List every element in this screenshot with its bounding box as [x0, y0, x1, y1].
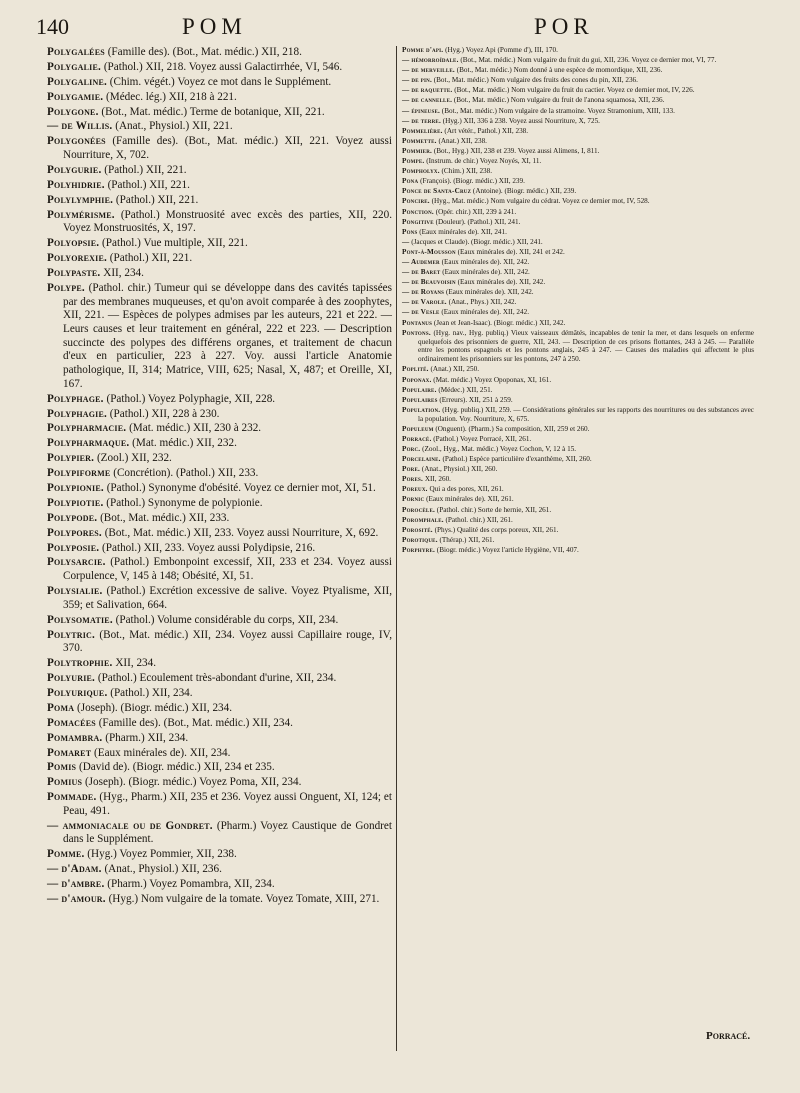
index-entry [402, 167, 754, 176]
entry-headword: Polypier. [47, 452, 95, 465]
index-entry [402, 147, 754, 156]
entry-headword: Poma [47, 701, 75, 714]
entry-reference: (Famille des). (Bot., Mat. médic.) XII, 218. [104, 46, 302, 58]
entry-reference: (Eaux minérales de). XII, 242. [439, 308, 529, 317]
entry-headword: — de terre. [402, 116, 441, 125]
entry-headword: Polysomatie. [47, 613, 113, 626]
index-entry [47, 194, 392, 208]
entry-headword: Populaires [402, 395, 438, 404]
entry-reference: (Hyg.) Voyez Api (Pomme d'), III, 170. [443, 46, 558, 54]
entry-reference: (Pathol.) XII, 221. [101, 163, 187, 176]
entry-reference: (Pathol.) Espèce particulière d'exanthème, XII, 260. [440, 455, 592, 464]
entry-headword: Poplité. [402, 365, 429, 374]
entry-reference: (Onguent). (Pharm.) Sa composition, XII, 259 et 260. [433, 424, 590, 433]
entry-headword: Poromphale. [402, 515, 444, 524]
entry-reference: (Eaux minérales de). XII, 242. [444, 288, 534, 297]
entry-reference: (Eaux minérales de). XII, 242. [440, 268, 530, 277]
entry-headword: Polysialie. [47, 585, 103, 598]
entry-reference: (Bot., Mat. médic.) Nom vulgaire du fruit du cactier. Voyez ce dernier mot, IV, 226. [452, 86, 695, 95]
index-entry [47, 878, 392, 892]
entry-reference: (Famille des). (Bot., Mat. médic.) XII, 234. [95, 716, 293, 729]
entry-reference: (Bot., Mat. médic.) Nom vulgaire du fruit de l'anona squamosa, XII, 236. [452, 96, 665, 105]
entry-reference: (Pathol. chir.) XII, 261. [443, 515, 513, 524]
entry-headword: Pompholyx. [402, 167, 440, 176]
entry-headword: Polypionie. [47, 482, 104, 495]
index-entry [47, 106, 392, 120]
entry-headword: Polysarcie. [47, 556, 106, 569]
entry-reference: (Bot., Mat. médic.) Nom vulgaire du fruit du gui, XII, 236. Voyez ce dernier mot, VI, 77. [458, 56, 717, 65]
index-entry [47, 252, 392, 266]
entry-reference: (Art vétér., Pathol.) XII, 238. [442, 126, 529, 135]
entry-reference: (Pharm.) XII, 234. [102, 731, 189, 744]
entry-reference: (Concrétion). (Pathol.) XII, 233. [110, 467, 259, 480]
entry-reference: (Hyg.) Voyez Pommier, XII, 238. [84, 848, 237, 861]
index-entry [402, 396, 754, 405]
entry-headword: Pommade. [47, 791, 97, 804]
entry-reference: (Pathol.) XII, 221. [104, 178, 190, 191]
entry-reference: (Pharm.) Voyez Pomambra, XII, 234. [104, 878, 275, 891]
entry-reference: (Bot., Mat. médic.) XII, 233. [97, 511, 230, 524]
entry-reference: (Bot., Mat. médic.) Nom donné à une espèce de momordique, XII, 236. [454, 66, 663, 75]
entry-headword: Pornic [402, 495, 425, 504]
index-entry [402, 465, 754, 474]
index-entry [47, 614, 392, 628]
entry-reference: (Médec.) XII, 251. [436, 385, 493, 394]
entry-reference: (Pathol.) Voyez Porracé, XII, 261. [431, 434, 532, 443]
entry-reference: (Chim.) XII, 238. [439, 167, 493, 176]
entry-headword: Polyhidrie. [47, 178, 105, 191]
entry-headword: — de Willis. [47, 120, 113, 133]
entry-reference: (Médec. lég.) XII, 218 à 221. [103, 90, 237, 103]
entry-reference: (Anat., Phys.) XII, 242. [446, 298, 517, 307]
entry-reference: (Mat. médic.) XII, 232. [129, 437, 237, 450]
entry-reference: (Eaux minérales de). XII, 241 et 242. [455, 247, 565, 256]
index-entry [402, 208, 754, 217]
index-entry [402, 46, 754, 55]
index-entry [402, 197, 754, 206]
index-entry [402, 329, 754, 365]
index-entry [402, 137, 754, 146]
entry-headword: Pomme. [47, 848, 85, 861]
entry-reference: (Pathol.) Voyez Polyphagie, XII, 228. [103, 392, 276, 405]
entry-headword: — de Royans [402, 288, 445, 297]
index-entry [402, 56, 754, 65]
entry-headword: Polygamie. [47, 90, 104, 103]
entry-headword: Pontons. [402, 328, 431, 337]
entry-headword: Ponce de Santa-Cruz [402, 187, 472, 196]
left-column [47, 46, 392, 908]
entry-reference: (Erreurs). XII, 251 à 259. [437, 395, 513, 404]
entry-headword: — hémorroïdale. [402, 56, 459, 65]
entry-headword: Poncire. [402, 197, 430, 206]
entry-headword: Poponax. [402, 375, 432, 384]
index-entry [47, 135, 392, 162]
entry-headword: Pontanus [402, 318, 433, 327]
index-entry [402, 177, 754, 186]
index-entry [47, 527, 392, 541]
entry-headword: — épineuse. [402, 106, 440, 115]
entry-reference: (Pathol.) Synonyme d'obésité. Voyez ce dernier mot, XI, 51. [103, 482, 376, 495]
index-entry [47, 761, 392, 775]
entry-headword: — de raquette. [402, 86, 453, 95]
index-entry [47, 61, 392, 75]
entry-reference: (Eaux minérales de). XII, 242. [455, 278, 546, 287]
catchword: Porracé. [706, 1030, 751, 1042]
entry-headword: — de Baret [402, 268, 441, 277]
index-entry [47, 672, 392, 686]
entry-headword: Pongitive [402, 217, 434, 226]
index-entry [47, 237, 392, 251]
entry-reference: (Zool., Hyg., Mat. médic.) Voyez Cochon, V, 12 à 15. [420, 445, 577, 453]
index-entry [47, 702, 392, 716]
entry-reference: (Pathol.) Ecoulement très-abondant d'urine, XII, 234. [95, 672, 337, 685]
index-entry [402, 127, 754, 136]
index-entry [402, 248, 754, 257]
entry-headword: Polygone. [47, 105, 99, 118]
index-entry [402, 376, 754, 385]
index-entry [47, 408, 392, 422]
entry-reference: (Hyg., Mat. médic.) Nom vulgaire du cédrat. Voyez ce dernier mot, IV, 528. [429, 197, 650, 206]
index-entry [47, 482, 392, 496]
entry-reference: (Pathol.) XII, 233. Voyez aussi Polydipsie, 216. [99, 541, 316, 554]
entry-reference: (Pathol.) XII, 228 à 230. [107, 407, 220, 420]
index-entry [47, 776, 392, 790]
entry-headword: Porracé. [402, 434, 432, 443]
index-entry [402, 298, 754, 307]
entry-reference: (Biogr. médic.) Voyez l'article Hygiène, VII, 407. [435, 545, 579, 554]
entry-reference: (Hyg. nav., Hyg. publiq.) Vieux vaisseaux démâtés, incapables de tenir la mer, et dans lesquels on enferme quelquefois des prisonniers de guerre, XII, 243. — Description de ces prisons flottantes, 243 à 245. — Parallèle entre les pontons espagnols et les pontons anglais, 245 à 247. — Causes des maladies qui affectent le plus ordinairement les prisonniers sur les pontons, 247 à 250. [418, 328, 754, 364]
right-running-title: POR [534, 14, 594, 39]
entry-headword: Polygurie. [47, 163, 102, 176]
entry-headword: — de pin. [402, 76, 432, 85]
entry-reference: (Famille des). (Bot., Mat. médic.) XII, 221. Voyez aussi Nourriture, X, 702. [63, 135, 392, 162]
entry-reference: (Joseph). (Biogr. médic.) XII, 234. [74, 701, 233, 714]
index-entry [47, 120, 392, 134]
entry-reference: XII, 260. [423, 475, 451, 484]
entry-reference: (Pharm.) Voyez Caustique de Gondret dans le Supplément. [63, 819, 392, 846]
index-entry [402, 475, 754, 484]
entry-reference: (Anat.) XII, 238. [436, 136, 487, 145]
index-entry [402, 386, 754, 395]
entry-reference: (Joseph). (Biogr. médic.) Voyez Poma, XII, 234. [82, 776, 302, 789]
entry-headword: Pomaret [47, 746, 92, 759]
entry-reference: (Bot., Mat. médic.) Terme de botanique, XII, 221. [98, 105, 325, 118]
entry-headword: Pompe. [402, 157, 425, 166]
entry-headword: Polygalées [47, 46, 105, 58]
entry-headword: Polyorexie. [47, 252, 107, 265]
index-entry [402, 157, 754, 166]
index-entry [402, 526, 754, 535]
index-entry [47, 848, 392, 862]
entry-headword: Population. [402, 405, 441, 414]
entry-reference: XII, 234. [112, 657, 157, 670]
entry-reference: (Pathol.) Excrétion excessive de salive. Voyez Ptyalisme, XII, 359; et Salivation, 664. [63, 585, 392, 611]
entry-headword: Polyphagie. [47, 407, 107, 420]
entry-headword: — d'amour. [47, 893, 106, 906]
index-entry [47, 282, 392, 392]
index-entry [402, 258, 754, 267]
index-entry [402, 445, 754, 454]
entry-headword: Polytrophie. [47, 657, 113, 670]
entry-reference: (Thérap.) XII, 261. [437, 535, 495, 544]
entry-reference: (Hyg. publiq.) XII, 259. — Considérations générales sur les rapports des nourritures ou des substances avec la population. Voy. Nourriture, X, 675. [418, 405, 754, 423]
index-entry [47, 164, 392, 178]
index-entry [47, 687, 392, 701]
entry-reference: (Pathol.) Vue multiple, XII, 221. [99, 237, 248, 250]
index-entry [402, 218, 754, 227]
entry-reference: (Jacques et Claude). (Biogr. médic.) XII, 241. [409, 237, 543, 246]
entry-reference: (Pathol.) XII, 221. [113, 193, 199, 206]
entry-headword: Polypores. [47, 526, 102, 539]
index-entry [402, 278, 754, 287]
entry-headword: — de Varole. [402, 298, 447, 307]
index-entry [47, 556, 392, 583]
index-entry [47, 542, 392, 556]
index-entry [47, 512, 392, 526]
entry-reference: (Bot., Mat. médic.) Nom vulgaire des fruits des cones du pin, XII, 236. [431, 76, 638, 85]
entry-headword: Polyurique. [47, 686, 108, 699]
right-column [402, 46, 754, 556]
entry-headword: Pomius [47, 776, 83, 789]
entry-headword: — Audemer [402, 257, 440, 266]
entry-headword: — de Vesle [402, 308, 440, 317]
index-entry [47, 747, 392, 761]
index-entry [402, 319, 754, 328]
entry-headword: Populeum [402, 424, 434, 433]
index-entry [47, 732, 392, 746]
index-entry [402, 455, 754, 464]
index-entry [47, 452, 392, 466]
entry-reference: (Hyg., Pharm.) XII, 235 et 236. Voyez aussi Onguent, XI, 124; et Peau, 491. [63, 791, 392, 817]
index-entry [402, 506, 754, 515]
index-entry [47, 863, 392, 877]
entry-headword: Polyopsie. [47, 237, 100, 250]
index-entry [47, 91, 392, 105]
entry-headword: Pommier. [402, 146, 433, 155]
entry-headword: Polygaline. [47, 75, 107, 88]
entry-reference: (Pathol.) XII, 234. [107, 686, 193, 699]
entry-headword: — d'ambre. [47, 878, 105, 891]
index-entry [402, 66, 754, 75]
entry-reference: (Antoine). (Biogr. médic.) XII, 239. [471, 187, 577, 196]
entry-reference: (Chim. végét.) Voyez ce mot dans le Supplément. [107, 75, 332, 88]
index-entry [402, 268, 754, 277]
entry-reference: (Douleur). (Pathol.) XII, 241. [433, 217, 521, 226]
entry-reference: (Pathol. chir.) Tumeur qui se développe dans des cavités tapissées par des membranes muqueuses, et qu'on avoit comparée à des zoophytes, XII, 221. — Espèces de polypes admises par les auteurs, 221 et 222. — Leurs causes et leur traitement en général, 222 et 223. — Description succincte des polypes des différens organes, et traitement de chacun d'eux en particulier, 223 à 227. Voy. aussi l'article Anatomie pathologique, II, 314; Matrice, VIII, 625; Nasal, X, 487; et Oreille, XI, 167. [63, 281, 392, 390]
entry-reference: (Bot., Hyg.) XII, 238 et 239. Voyez aussi Alimens, I, 811. [432, 146, 600, 155]
index-entry [47, 76, 392, 90]
index-entry [402, 495, 754, 504]
entry-reference: (Phys.) Qualité des corps poreux, XII, 261. [432, 525, 559, 534]
index-entry [47, 497, 392, 511]
entry-reference: (Pathol.) Volume considérable du corps, XII, 234. [112, 613, 339, 626]
entry-headword: Pore. [402, 465, 421, 474]
entry-reference: (Zool.) XII, 232. [94, 452, 172, 465]
index-entry [47, 717, 392, 731]
entry-headword: — ammoniacale ou de Gondret. [47, 819, 213, 832]
entry-reference: XII, 234. [100, 266, 144, 279]
entry-reference: (Mat. médic.) Voyez Opoponax, XI, 161. [431, 375, 552, 384]
entry-reference: (Anat., Physiol.) XII, 260. [420, 465, 498, 474]
entry-headword: Ponction. [402, 207, 434, 216]
entry-headword: Porphyre. [402, 545, 435, 554]
index-entry [402, 228, 754, 237]
index-entry [47, 893, 392, 907]
entry-headword: Polyurie. [47, 672, 96, 685]
entry-headword: Pomambra. [47, 731, 103, 744]
entry-headword: Populaire. [402, 385, 437, 394]
index-entry [47, 209, 392, 236]
index-entry [402, 96, 754, 105]
index-entry [402, 546, 754, 555]
entry-reference: (Pathol. chir.) Sorte de hernie, XII, 261. [435, 505, 552, 514]
index-entry [402, 406, 754, 424]
entry-reference: (Bot., Mat. médic.) XII, 233. Voyez aussi Nourriture, X, 692. [101, 526, 379, 539]
index-entry [402, 485, 754, 494]
entry-headword: — d'Adam. [47, 863, 102, 876]
entry-reference: (Anat., Physiol.) XII, 236. [101, 863, 222, 876]
entry-headword: Porc. [402, 445, 421, 453]
entry-reference: (Pathol.) Embonpoint excessif, XII, 233 et 234. Voyez aussi Corpulence, V, 145 à 148; Obésité, XI, 51. [63, 556, 392, 583]
entry-reference: (Eaux minérales de). XII, 241. [417, 227, 507, 236]
entry-headword: — de merveille. [402, 66, 455, 75]
entry-headword: Pommette. [402, 136, 437, 145]
left-running-title: POM [182, 14, 247, 39]
entry-headword: Polygalie. [47, 60, 102, 73]
index-entry [47, 585, 392, 612]
entry-headword: Polyposie. [47, 541, 100, 554]
index-entry [402, 238, 754, 247]
entry-reference: (Pathol.) XII, 221. [107, 252, 193, 265]
entry-headword: Polype. [47, 281, 85, 294]
entry-headword: Poreux. [402, 485, 428, 494]
entry-reference: (Pathol.) Monstruosité avec excès des parties, XII, 220. Voyez Monstruosités, X, 197. [63, 208, 392, 235]
index-entry [47, 437, 392, 451]
entry-headword: Porcelaine. [402, 455, 441, 464]
index-entry [402, 536, 754, 545]
entry-reference: (François). (Biogr. médic.) XII, 239. [418, 177, 525, 186]
index-entry [402, 425, 754, 434]
page-header [0, 14, 800, 44]
entry-reference: Qui a des pores, XII, 261. [427, 485, 504, 494]
index-entry [402, 107, 754, 116]
entry-reference: (Hyg.) XII, 336 à 238. Voyez aussi Nourriture, X, 725. [440, 116, 600, 125]
entry-headword: Polypaste. [47, 266, 101, 279]
index-entry [402, 117, 754, 126]
page-number: 140 [36, 14, 69, 39]
entry-headword: Polypharmaque. [47, 437, 130, 450]
entry-headword: Polyphage. [47, 392, 104, 405]
index-entry [402, 308, 754, 317]
entry-headword: Pons [402, 227, 418, 236]
index-entry [402, 365, 754, 374]
index-entry [47, 46, 392, 60]
entry-headword: Porocèle. [402, 505, 435, 514]
entry-reference: (Instrum. de chir.) Voyez Noyés, XI, 11. [424, 157, 542, 166]
entry-headword: Polypode. [47, 511, 98, 524]
entry-headword: Polytric. [47, 628, 96, 641]
entry-headword: Polygonées [47, 135, 106, 148]
index-entry [47, 267, 392, 281]
entry-reference: (Mat. médic.) XII, 230 à 232. [126, 422, 262, 435]
entry-reference: (Pathol.) Synonyme de polypionie. [103, 496, 263, 509]
index-entry [402, 435, 754, 444]
entry-reference: (Jean et Jean-Isaac). (Biogr. médic.) XII, 242. [432, 318, 566, 327]
index-entry [47, 467, 392, 481]
index-entry [47, 422, 392, 436]
entry-headword: Pomme d'api. [402, 46, 444, 54]
index-entry [402, 187, 754, 196]
entry-headword: Pont-à-Mousson [402, 247, 456, 256]
entry-headword: Pores. [402, 475, 424, 484]
index-entry [47, 791, 392, 818]
index-entry [402, 516, 754, 525]
entry-headword: Pona [402, 177, 419, 186]
entry-headword: Porotique. [402, 535, 438, 544]
entry-reference: (Eaux minérales de). XII, 261. [424, 495, 514, 504]
index-entry [47, 179, 392, 193]
entry-headword: Polypiotie. [47, 496, 104, 509]
entry-headword: Polylymphie. [47, 193, 114, 206]
column-divider [396, 46, 397, 1051]
entry-reference: (Bot., Mat. médic.) Nom vulgaire de la stramoine. Voyez Stramonium, XIII, 133. [440, 106, 675, 115]
entry-headword: Polymérisme. [47, 208, 115, 221]
entry-reference: (Eaux minérales de). XII, 234. [91, 746, 231, 759]
index-entry [402, 86, 754, 95]
entry-reference: (David de). (Biogr. médic.) XII, 234 et 235. [76, 761, 275, 774]
entry-reference: (Eaux minérales de). XII, 242. [439, 257, 530, 266]
entry-reference: (Anat.) XII, 250. [428, 365, 479, 374]
entry-headword: — de cannelle. [402, 96, 453, 105]
index-entry [47, 629, 392, 656]
index-entry [402, 288, 754, 297]
entry-reference: (Pathol.) XII, 218. Voyez aussi Galactirrhée, VI, 546. [101, 60, 343, 73]
entry-headword: Pommelière. [402, 126, 443, 135]
entry-reference: (Opér. chir.) XII, 239 à 241. [433, 207, 517, 216]
entry-headword: Pomacées [47, 716, 96, 729]
index-entry [47, 657, 392, 671]
entry-reference: (Bot., Mat. médic.) XII, 234. Voyez aussi Capillaire rouge, IV, 370. [63, 628, 392, 655]
entry-headword: Porosité. [402, 525, 433, 534]
index-entry [402, 76, 754, 85]
entry-headword: Polypiforme [47, 467, 111, 480]
entry-headword: — de Beauvoisin [402, 278, 456, 287]
entry-headword: Pomis [47, 761, 77, 774]
entry-reference: (Anat., Physiol.) XII, 221. [112, 120, 233, 133]
entry-headword: Polypharmacie. [47, 422, 127, 435]
entry-headword: — [402, 237, 410, 246]
index-entry [47, 820, 392, 847]
index-entry [47, 393, 392, 407]
entry-reference: (Hyg.) Nom vulgaire de la tomate. Voyez Tomate, XIII, 271. [105, 893, 380, 906]
